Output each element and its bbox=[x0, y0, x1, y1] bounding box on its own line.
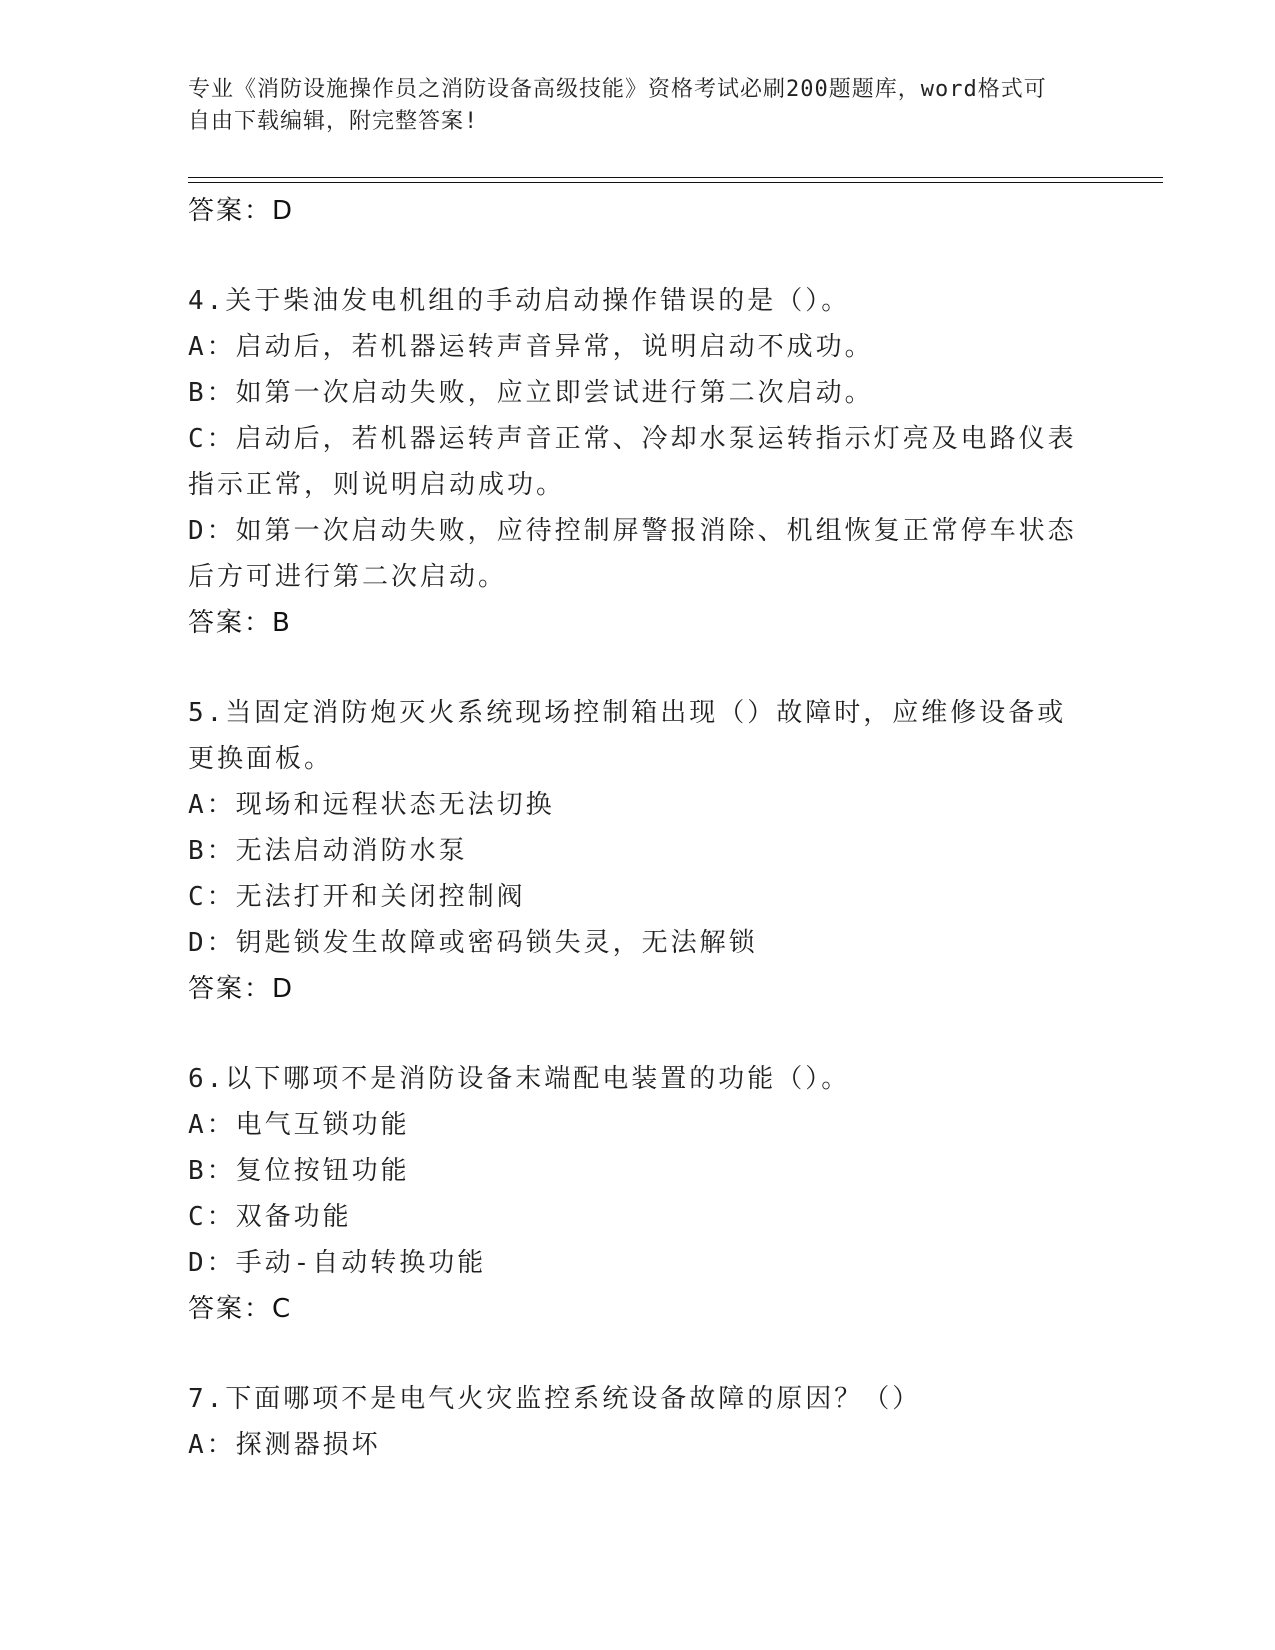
question-list bbox=[188, 188, 1088, 1468]
option-d: D：如第一次启动失败，应待控制屏警报消除、机组恢复正常停车状态后方可进行第二次启动。 bbox=[188, 516, 1077, 592]
option-c: C：启动后，若机器运转声音正常、冷却水泵运转指示灯亮及电路仪表指示正常，则说明启动成功。 bbox=[188, 424, 1077, 500]
option-d: D：钥匙锁发生故障或密码锁失灵，无法解锁 bbox=[188, 928, 758, 958]
question-7 bbox=[188, 1376, 1088, 1468]
question-stem: 4.关于柴油发电机组的手动启动操作错误的是（）。 bbox=[188, 286, 851, 316]
option-c: C：双备功能 bbox=[188, 1202, 352, 1232]
answer-line: 答案：D bbox=[188, 974, 295, 1004]
option-a: A：电气互锁功能 bbox=[188, 1110, 410, 1140]
question-4 bbox=[188, 278, 1088, 646]
question-6 bbox=[188, 1056, 1088, 1332]
option-b: B：如第一次启动失败，应立即尝试进行第二次启动。 bbox=[188, 378, 874, 408]
document-header: 专业《消防设施操作员之消防设备高级技能》资格考试必刷200题题库，word格式可自由下载编辑，附完整答案! bbox=[188, 77, 1047, 134]
question-stem: 7.下面哪项不是电气火灾监控系统设备故障的原因？（） bbox=[188, 1384, 922, 1414]
option-a: A：启动后，若机器运转声音异常，说明启动不成功。 bbox=[188, 332, 874, 362]
option-c: C：无法打开和关闭控制阀 bbox=[188, 882, 526, 912]
option-a: A：探测器损坏 bbox=[188, 1430, 381, 1460]
question-stem: 5.当固定消防炮灭火系统现场控制箱出现（）故障时，应维修设备或更换面板。 bbox=[188, 698, 1067, 774]
option-d: D：手动-自动转换功能 bbox=[188, 1248, 487, 1278]
question-5 bbox=[188, 690, 1088, 1012]
option-b: B：复位按钮功能 bbox=[188, 1156, 410, 1186]
option-b: B：无法启动消防水泵 bbox=[188, 836, 468, 866]
answer-line: 答案：D bbox=[188, 196, 295, 226]
answer-line: 答案：B bbox=[188, 608, 292, 638]
header-divider-top bbox=[188, 177, 1163, 178]
answer-line: 答案：C bbox=[188, 1294, 293, 1324]
question-stem: 6.以下哪项不是消防设备末端配电装置的功能（）。 bbox=[188, 1064, 851, 1094]
header-divider-bottom bbox=[188, 182, 1163, 183]
option-a: A：现场和远程状态无法切换 bbox=[188, 790, 555, 820]
